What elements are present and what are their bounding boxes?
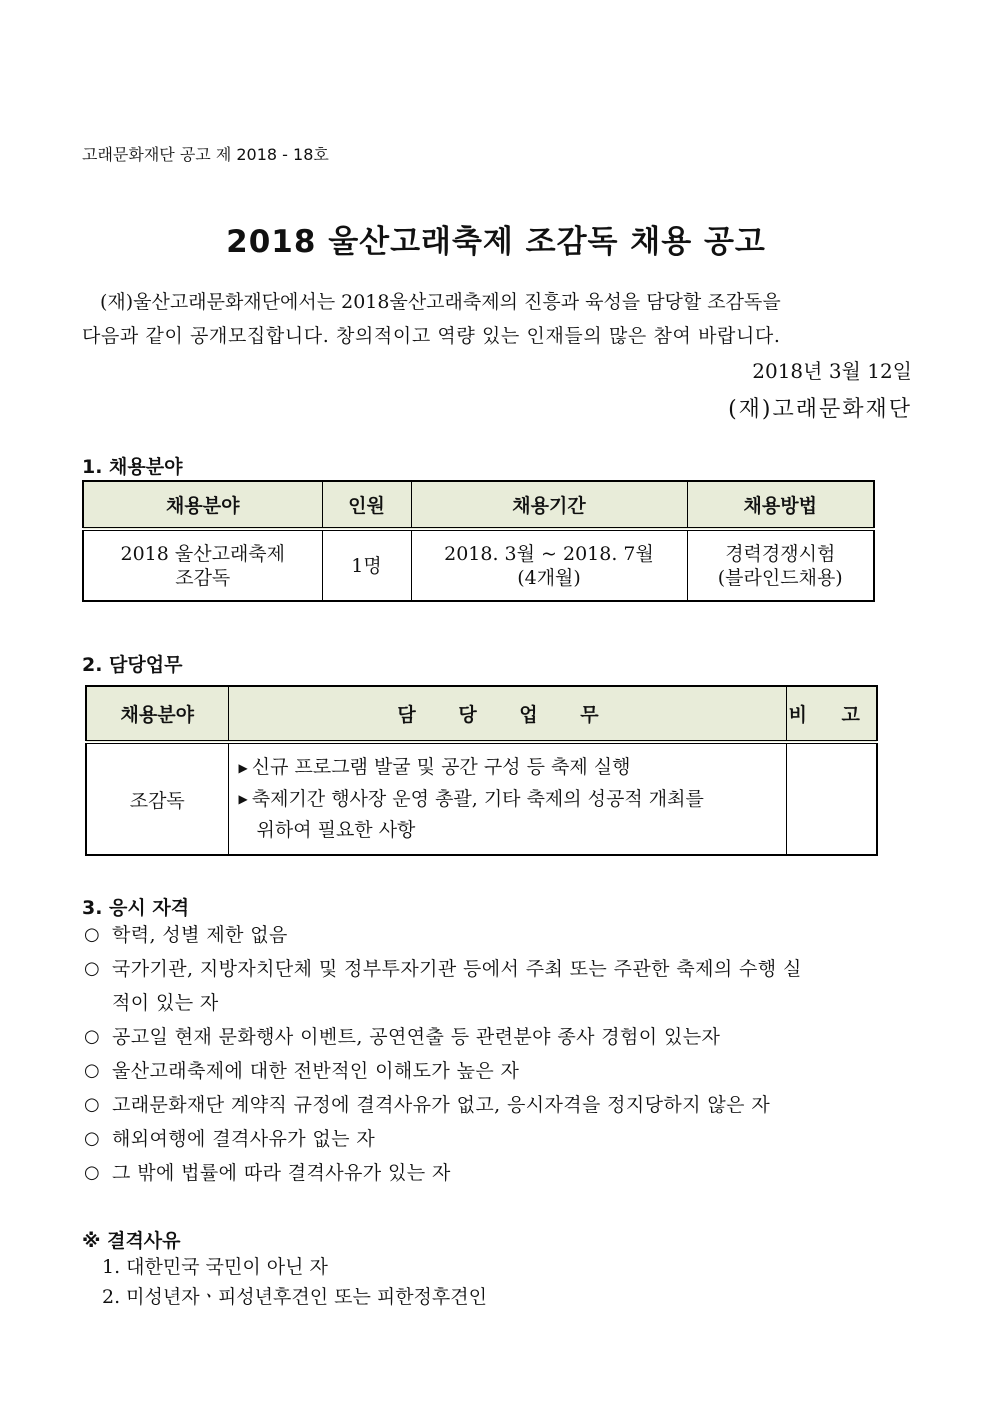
intro-line-1: (재)울산고래문화재단에서는 2018울산고래축제의 진흥과 육성을 담당할 조감독을 — [100, 291, 781, 313]
list-item — [82, 1122, 917, 1156]
duty-item — [239, 752, 776, 784]
method-text-line: 경력경쟁시험 — [725, 542, 836, 565]
circle-bullet-icon: ○ — [84, 1026, 101, 1047]
list-item-text: 국가기관, 지방자치단체 및 정부투자기관 등에서 주최 또는 주관한 축제의 수행 실 — [112, 958, 802, 980]
table-header-cell: 채용분야 — [86, 686, 228, 742]
circle-bullet-icon: ○ — [84, 1128, 101, 1149]
list-item — [82, 1088, 917, 1122]
period-text-line: 2018. 3월 ~ 2018. 7월 — [444, 542, 654, 565]
list-item: 2. 미성년자ㆍ피성년후견인 또는 피한정후견인 — [102, 1286, 487, 1308]
duty-item — [239, 784, 776, 816]
table-header-row — [83, 481, 874, 529]
section-heading-qualifications: 3. 응시 자격 — [82, 897, 190, 919]
list-item-text: 고래문화재단 계약직 규정에 결격사유가 없고, 응시자격을 정지당하지 않은 자 — [112, 1094, 771, 1116]
circle-bullet-icon: ○ — [84, 1060, 101, 1081]
organization-name: (재)고래문화재단 — [728, 397, 912, 422]
intro-paragraph — [82, 285, 912, 353]
list-item-text: 해외여행에 결격사유가 없는 자 — [112, 1128, 376, 1150]
triangle-bullet-icon: ▶ — [238, 792, 248, 806]
disqualification-list — [102, 1252, 487, 1312]
list-item-text: 울산고래축제에 대한 전반적인 이해도가 높은 자 — [112, 1060, 520, 1082]
list-item — [82, 952, 917, 1020]
method-text-line: (블라인드채용) — [717, 566, 843, 589]
period-text-line: (4개월) — [517, 566, 581, 589]
table-header-cell: 채용분야 — [83, 481, 322, 529]
table-header-row — [86, 686, 877, 742]
note-header-text: 비 고 — [788, 704, 874, 726]
count-cell — [322, 529, 411, 601]
table-header-cell: 채용기간 — [411, 481, 687, 529]
qualification-list — [82, 918, 917, 1190]
list-item-text: 그 밖에 법률에 따라 결격사유가 있는 자 — [112, 1162, 451, 1184]
circle-bullet-icon: ○ — [84, 924, 101, 945]
table-header-cell — [228, 686, 786, 742]
list-item — [82, 1156, 917, 1190]
duty-item-continuation: 위하여 필요한 사항 — [256, 819, 416, 841]
field-text-line: 조감독 — [175, 566, 231, 589]
table-header-cell: 인원 — [322, 481, 411, 529]
period-cell — [411, 529, 687, 601]
field-cell — [83, 529, 322, 601]
list-item — [82, 918, 917, 952]
circle-bullet-icon: ○ — [84, 1094, 101, 1115]
table-row — [86, 742, 877, 855]
notice-date: 2018년 3월 12일 — [752, 359, 912, 383]
duties-cell — [228, 742, 786, 855]
section-heading-recruitment-field: 1. 채용분야 — [82, 456, 183, 478]
list-item — [82, 1054, 917, 1088]
field-text: 조감독 — [129, 789, 185, 812]
triangle-bullet-icon: ▶ — [238, 760, 248, 775]
list-item-continuation: 적이 있는 자 — [112, 992, 219, 1014]
table-header-cell: 채용방법 — [687, 481, 874, 529]
note-cell — [786, 742, 877, 855]
list-item-text: 학력, 성별 제한 없음 — [112, 924, 288, 946]
list-item-text: 공고일 현재 문화행사 이벤트, 공연연출 등 관련분야 종사 경험이 있는자 — [112, 1026, 721, 1048]
count-text: 1명 — [351, 554, 382, 577]
intro-line-2: 다음과 같이 공개모집합니다. 창의적이고 역량 있는 인재들의 많은 참여 바랍니다. — [82, 325, 781, 347]
duties-header-text: 담 당 업 무 — [397, 704, 617, 726]
duty-text: 축제기간 행사장 운영 총괄, 기타 축제의 성공적 개최를 — [251, 787, 704, 810]
circle-bullet-icon: ○ — [84, 958, 101, 979]
notice-number: 고래문화재단 공고 제 2018 - 18호 — [82, 145, 329, 164]
disqualification-heading: ※ 결격사유 — [82, 1230, 181, 1252]
circle-bullet-icon: ○ — [84, 1162, 101, 1183]
duties-table — [85, 685, 878, 856]
field-cell — [86, 742, 228, 855]
duty-text: 신규 프로그램 발굴 및 공간 구성 등 축제 실행 — [251, 756, 631, 778]
list-item — [82, 1020, 917, 1054]
page-title: 2018 울산고래축제 조감독 채용 공고 — [226, 224, 766, 260]
section-heading-duties: 2. 담당업무 — [82, 654, 183, 676]
list-item: 1. 대한민국 국민이 아닌 자 — [102, 1256, 328, 1278]
recruitment-field-table — [82, 480, 875, 602]
table-header-cell — [786, 686, 877, 742]
table-row — [83, 529, 874, 601]
field-text-line: 2018 울산고래축제 — [120, 542, 286, 565]
method-cell — [687, 529, 874, 601]
